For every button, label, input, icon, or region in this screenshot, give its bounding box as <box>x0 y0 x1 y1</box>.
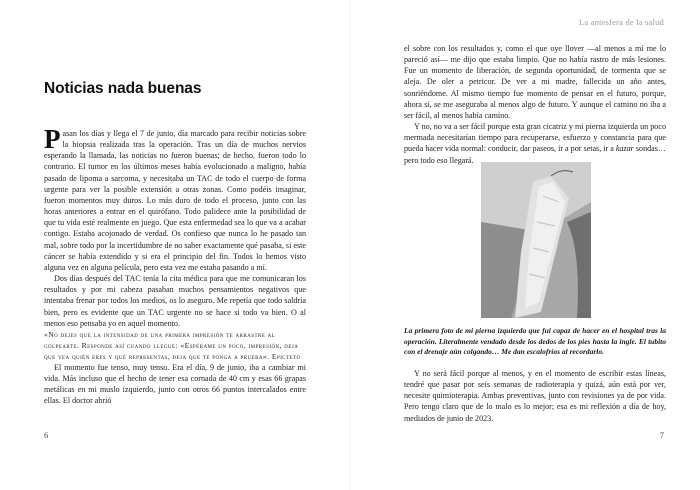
epigraph-quote <box>44 329 306 362</box>
recovery-italic-word: kazar <box>615 144 634 154</box>
photo-caption: La primera foto de mi pierna izquierda que fui capaz de hacer en el hospital tras la operación. Literalmente vendado desde los dedos de los pies hasta la ingle. El tubito con el drenaje aún colgando… Me dan escalofríos al recordarlo. <box>404 326 666 357</box>
epigraph-author: Epicteto <box>271 351 301 361</box>
recovery-paragraph <box>404 121 666 166</box>
right-text-column-bottom <box>404 368 666 424</box>
page-number-left: 6 <box>44 430 49 440</box>
paragraph-2: Dos días después del TAC tenía la cita médica para que me comunicaran los resultados y por mi cabeza pasaban muchos pensamientos negativos que intentaba frenar por todos los medios, os lo aseguro. Me repetía que todo saldría bien, pero es evidente que un TAC urgente no se hace si todo va bien. O al menos eso pensaba yo en aquel momento. <box>44 274 306 328</box>
recovery-text-b: sondas… pero todo eso llegará. <box>404 144 666 165</box>
leg-bandage-photo <box>481 162 591 318</box>
recovery-text-a: Y no, no va a ser fácil porque esta gran cicatriz y mi pierna izquierda un poco mermada necesitarían tiempo para recuperarse, esfuerzo y constancia para que pueda hacer vida normal: conducir, dar paseos, ir a por setas, ir a <box>404 122 666 154</box>
page-number-right: 7 <box>659 430 664 440</box>
continued-paragraph: el sobre con los resultados y, como el que oye llover —al menos a mí me lo pareció así— me dijo que estaba limpio. Que no había rastro de más lesiones. Fue un momento de liberación, de segunda oportunidad, de tormenta que se aleja. De oler a petricor. De ver a mi madre, fallecida un año antes, sonriéndome. Al mismo tiempo fue momento de pensar en el futuro, porque, ahora sí, se me aseguraba al menos algo de futuro. Y aunque el camino no iba a ser fácil, al menos había camino. <box>404 44 666 120</box>
closing-paragraph: Y no será fácil porque al menos, y en el momento de escribir estas líneas, tendré que pasar por seis semanas de radioterapia y quizá, aún está por ver, necesite quimioterapia. Ambas preventivas, junto con revisiones ya de por vida. Pero tengo claro que de lo malo es lo mejor; esa es mi reflexión a día de hoy, mediados de junio de 2023. <box>404 369 666 423</box>
left-text-column <box>44 124 306 406</box>
drop-cap: P <box>44 124 61 154</box>
running-head: La antesfera de la salud <box>578 17 664 27</box>
opening-paragraph <box>44 124 306 273</box>
epigraph-text: «No dejes que la intensidad de una primera impresión te arrastre al golpearte. Responde así cuando llegue: «Espérame un poco, impresión, deja que vea quién eres y qué representas, deja que te ponga a prueba». <box>44 329 299 361</box>
photo-illustration <box>481 162 591 318</box>
paragraph-3: El momento fue tenso, muy tenso. Era el día, 9 de junio, iba a cambiar mi vida. Más incluso que el hecho de tener esa cornada de 40 cm y esas 66 grapas metálicas en mi muslo izquierdo, junto con otros 66 puntos intercalados entre ellas. El doctor abrió <box>44 362 306 406</box>
opening-paragraph-text: asan los días y llega el 7 de junio, día marcado para recibir noticias sobre la biopsia realizada tras la operación. Tras un día de muchos nervios esperando la llamada, las noticias no fueron buenas; de hecho, fueron todo lo contrario. El tumor en los últimos meses había evolucionado a maligno, había pasado de lipoma a sarcoma, y necesitaba un TAC de todo el cuerpo de forma urgente para ver la posible extensión a otras zonas. Como podéis imaginar, fueron momentos muy duros. Lo más duro de todo el proceso, junto con las horas anteriores a entrar en el quirófano. Todo palidece ante la posibilidad de que tu vida esté realmente en juego. Que esta enfermedad sea lo que va a acabar contigo. Estaba acojonado de verdad. Os confieso que nunca lo he pasado tan mal, sobre todo por la incertidumbre de no saber exactamente qué pasaba, si este cáncer se había extendido y si era el principio del fin. Todos lo hemos visto alguna vez en alguna película, pero esta vez me estaba pasando a mí. <box>44 129 306 272</box>
right-page <box>350 0 700 490</box>
chapter-title: Noticias nada buenas <box>44 80 202 97</box>
right-text-column-top <box>404 43 666 166</box>
